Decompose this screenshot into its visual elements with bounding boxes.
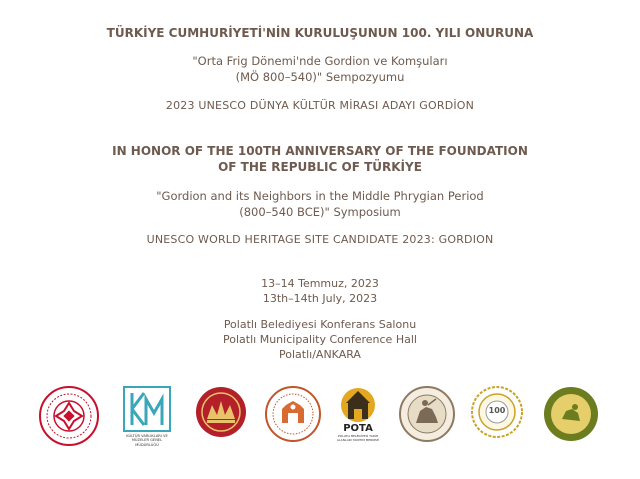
km-caption: KÜLTÜR VARLIKLARI VE MÜZELER GENEL MÜDÜRLÜĞÜ bbox=[126, 434, 168, 447]
venue-turkish: Polatlı Belediyesi Konferans Salonu bbox=[223, 318, 417, 331]
pota-wordmark: POTA bbox=[343, 423, 373, 434]
green-municipal-seal-logo bbox=[542, 385, 600, 443]
date-english: 13th–14th July, 2023 bbox=[262, 292, 378, 305]
university-seal-logo bbox=[264, 385, 322, 443]
turkish-honor-heading: TÜRKİYE CUMHURİYETİ'NİN KURULUŞUNUN 100. YILI ONURUNA bbox=[106, 26, 534, 40]
english-title-line2: (800–540 BCE)" Symposium bbox=[239, 205, 401, 219]
turkish-title-line1: "Orta Frig Dönemi'nde Gordion ve Komşuları bbox=[192, 54, 448, 68]
municipality-emblem-logo bbox=[194, 385, 248, 439]
english-unesco-line: UNESCO WORLD HERITAGE SITE CANDIDATE 2023: GORDION bbox=[146, 233, 494, 246]
centenary-seal-logo bbox=[470, 385, 524, 439]
pota-caption: POLATLI BELEDİYESİ TARİH ALANLARI TANITIM MERKEZİ bbox=[336, 434, 380, 442]
centenary-number: 100 bbox=[488, 406, 506, 415]
date-turkish: 13–14 Temmuz, 2023 bbox=[261, 277, 379, 290]
pota-logo bbox=[336, 385, 380, 442]
venue-city: Polatlı/ANKARA bbox=[279, 348, 361, 361]
venue-english: Polatlı Municipality Conference Hall bbox=[223, 333, 417, 346]
ministry-culture-tourism-logo bbox=[38, 385, 100, 447]
turkish-title-line2: (MÖ 800–540)" Sempozyumu bbox=[235, 70, 405, 84]
english-title-line1: "Gordion and its Neighbors in the Middle Phrygian Period bbox=[156, 189, 484, 203]
cultural-heritage-museums-logo bbox=[122, 385, 172, 447]
english-honor-line2: OF THE REPUBLIC OF TÜRKİYE bbox=[218, 160, 422, 174]
partner-logos bbox=[38, 385, 604, 445]
gordion-archaeology-logo bbox=[398, 385, 456, 443]
english-honor-line1: IN HONOR OF THE 100TH ANNIVERSARY OF THE FOUNDATION bbox=[112, 144, 528, 158]
turkish-unesco-line: 2023 UNESCO DÜNYA KÜLTÜR MİRASI ADAYI GORDİON bbox=[165, 99, 475, 112]
